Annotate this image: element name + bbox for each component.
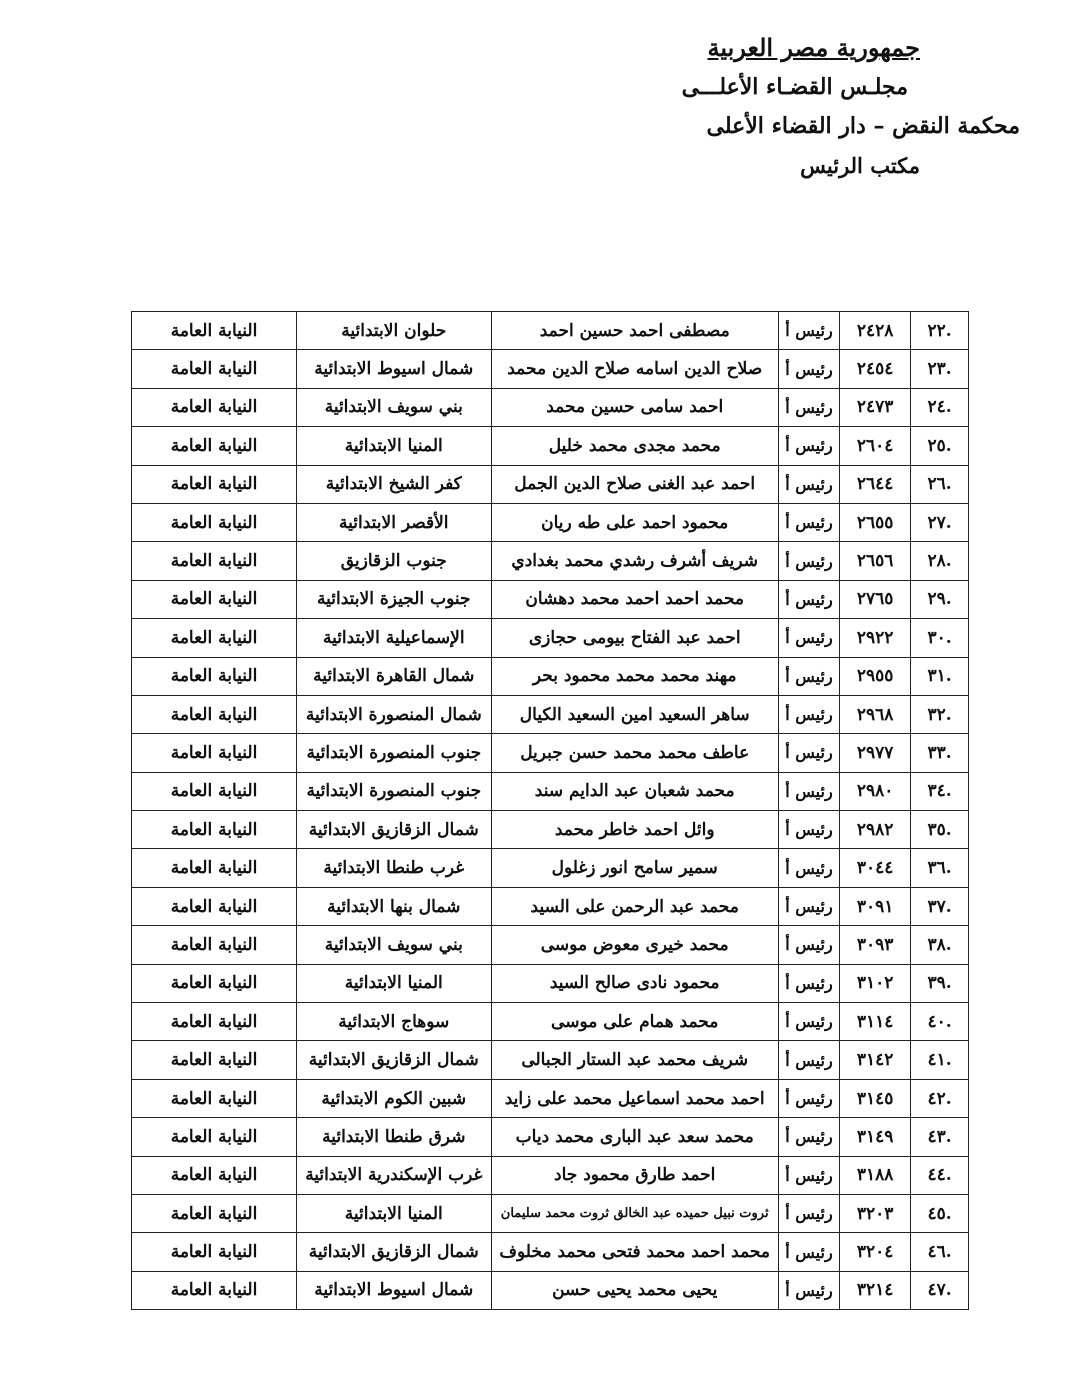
rank-cell: رئيس أ xyxy=(778,1041,839,1079)
row-index: .٤٢ xyxy=(911,1079,969,1117)
destination: النيابة العامة xyxy=(132,465,297,503)
destination: النيابة العامة xyxy=(132,427,297,465)
judge-name: شريف أشرف رشدي محمد بغدادي xyxy=(491,542,778,580)
rank-cell: رئيس أ xyxy=(778,1271,839,1309)
judge-name: احمد محمد اسماعيل محمد على زايد xyxy=(491,1079,778,1117)
judge-name: محمد شعبان عبد الدايم سند xyxy=(491,772,778,810)
rank-cell: رئيس أ xyxy=(778,1156,839,1194)
table-row xyxy=(132,1079,969,1117)
seniority-number: ٣٢١٤ xyxy=(840,1271,911,1309)
destination: النيابة العامة xyxy=(132,734,297,772)
rank-cell: رئيس أ xyxy=(778,427,839,465)
row-index: .٣٧ xyxy=(911,887,969,925)
rank-cell: رئيس أ xyxy=(778,772,839,810)
seniority-number: ٢٤٥٤ xyxy=(840,350,911,388)
seniority-number: ٢٩٢٢ xyxy=(840,619,911,657)
destination: النيابة العامة xyxy=(132,542,297,580)
seniority-number: ٢٤٧٣ xyxy=(840,388,911,426)
rank-cell: رئيس أ xyxy=(778,465,839,503)
row-index: .٢٥ xyxy=(911,427,969,465)
court-name: جنوب المنصورة الابتدائية xyxy=(297,772,491,810)
court-name: المنيا الابتدائية xyxy=(297,1194,491,1232)
judge-name: احمد طارق محمود جاد xyxy=(491,1156,778,1194)
seniority-number: ٣٠٤٤ xyxy=(840,849,911,887)
judge-name: احمد عبد الغنى صلاح الدين الجمل xyxy=(491,465,778,503)
seniority-number: ٣١١٤ xyxy=(840,1003,911,1041)
seniority-number: ٢٩٨٠ xyxy=(840,772,911,810)
destination: النيابة العامة xyxy=(132,657,297,695)
row-index: .٣٤ xyxy=(911,772,969,810)
judge-name: محمد سعد عبد البارى محمد دياب xyxy=(491,1118,778,1156)
court-name: شمال اسيوط الابتدائية xyxy=(297,350,491,388)
row-index: .٣٠ xyxy=(911,619,969,657)
destination: النيابة العامة xyxy=(132,312,297,350)
row-index: .٤١ xyxy=(911,1041,969,1079)
rank-cell: رئيس أ xyxy=(778,926,839,964)
seniority-number: ٣٠٩١ xyxy=(840,887,911,925)
judge-name: وائل احمد خاطر محمد xyxy=(491,811,778,849)
seniority-number: ٢٧٦٥ xyxy=(840,580,911,618)
seniority-number: ٢٩٧٧ xyxy=(840,734,911,772)
row-index: .٢٩ xyxy=(911,580,969,618)
destination: النيابة العامة xyxy=(132,1079,297,1117)
judge-name: محمد خيرى معوض موسى xyxy=(491,926,778,964)
court-name: شمال المنصورة الابتدائية xyxy=(297,695,491,733)
court-name: سوهاج الابتدائية xyxy=(297,1003,491,1041)
seniority-number: ٢٩٦٨ xyxy=(840,695,911,733)
destination: النيابة العامة xyxy=(132,772,297,810)
court-name: شمال الزقازيق الابتدائية xyxy=(297,811,491,849)
table-row xyxy=(132,1194,969,1232)
table-row xyxy=(132,503,969,541)
rank-cell: رئيس أ xyxy=(778,542,839,580)
rank-cell: رئيس أ xyxy=(778,1194,839,1232)
rank-cell: رئيس أ xyxy=(778,580,839,618)
table-row xyxy=(132,1003,969,1041)
row-index: .٤٣ xyxy=(911,1118,969,1156)
rank-cell: رئيس أ xyxy=(778,619,839,657)
row-index: .٤٥ xyxy=(911,1194,969,1232)
judges-table xyxy=(131,311,969,1310)
judge-name: مصطفى احمد حسين احمد xyxy=(491,312,778,350)
table-row xyxy=(132,388,969,426)
table-row xyxy=(132,619,969,657)
seniority-number: ٣٠٩٣ xyxy=(840,926,911,964)
judge-name: مهند محمد محمد محمود بحر xyxy=(491,657,778,695)
row-index: .٣١ xyxy=(911,657,969,695)
table-row xyxy=(132,964,969,1002)
row-index: .٣٢ xyxy=(911,695,969,733)
destination: النيابة العامة xyxy=(132,1194,297,1232)
destination: النيابة العامة xyxy=(132,1271,297,1309)
court-name: بني سويف الابتدائية xyxy=(297,388,491,426)
destination: النيابة العامة xyxy=(132,811,297,849)
court-name: شمال بنها الابتدائية xyxy=(297,887,491,925)
row-index: .٣٩ xyxy=(911,964,969,1002)
judge-name: عاطف محمد محمد حسن جبريل xyxy=(491,734,778,772)
rank-cell: رئيس أ xyxy=(778,1233,839,1271)
table-row xyxy=(132,427,969,465)
destination: النيابة العامة xyxy=(132,964,297,1002)
seniority-number: ٣١٠٢ xyxy=(840,964,911,1002)
court-name: شمال القاهرة الابتدائية xyxy=(297,657,491,695)
table-row xyxy=(132,1271,969,1309)
row-index: .٢٢ xyxy=(911,312,969,350)
destination: النيابة العامة xyxy=(132,887,297,925)
judge-name: محمود احمد على طه ريان xyxy=(491,503,778,541)
row-index: .٢٣ xyxy=(911,350,969,388)
judge-name: ساهر السعيد امين السعيد الكيال xyxy=(491,695,778,733)
destination: النيابة العامة xyxy=(132,1003,297,1041)
rank-cell: رئيس أ xyxy=(778,503,839,541)
table-row xyxy=(132,811,969,849)
table-row xyxy=(132,887,969,925)
seniority-number: ٢٦٠٤ xyxy=(840,427,911,465)
judges-table-body xyxy=(132,312,969,1310)
rank-cell: رئيس أ xyxy=(778,1118,839,1156)
table-row xyxy=(132,542,969,580)
judge-name: محمد احمد احمد محمد دهشان xyxy=(491,580,778,618)
judge-name: ثروت نبيل حميده عبد الخالق ثروت محمد سليمان xyxy=(491,1194,778,1232)
seniority-number: ٣١٤٥ xyxy=(840,1079,911,1117)
row-index: .٣٥ xyxy=(911,811,969,849)
table-row xyxy=(132,1233,969,1271)
court-name: جنوب الجيزة الابتدائية xyxy=(297,580,491,618)
row-index: .٣٨ xyxy=(911,926,969,964)
seniority-number: ٢٦٥٦ xyxy=(840,542,911,580)
judge-name: احمد عبد الفتاح بيومى حجازى xyxy=(491,619,778,657)
destination: النيابة العامة xyxy=(132,926,297,964)
court-name: شمال اسيوط الابتدائية xyxy=(297,1271,491,1309)
destination: النيابة العامة xyxy=(132,350,297,388)
court-name: جنوب المنصورة الابتدائية xyxy=(297,734,491,772)
judge-name: محمد عبد الرحمن على السيد xyxy=(491,887,778,925)
table-row xyxy=(132,772,969,810)
row-index: .٢٤ xyxy=(911,388,969,426)
court-name: الإسماعيلية الابتدائية xyxy=(297,619,491,657)
destination: النيابة العامة xyxy=(132,1041,297,1079)
row-index: .٤٦ xyxy=(911,1233,969,1271)
court-name: غرب طنطا الابتدائية xyxy=(297,849,491,887)
seniority-number: ٣١٤٢ xyxy=(840,1041,911,1079)
seniority-number: ٢٩٨٢ xyxy=(840,811,911,849)
country-title: جمهورية مصر العربية xyxy=(707,33,920,62)
court-name: شبين الكوم الابتدائية xyxy=(297,1079,491,1117)
row-index: .٣٣ xyxy=(911,734,969,772)
table-row xyxy=(132,695,969,733)
seniority-number: ٢٦٤٤ xyxy=(840,465,911,503)
court-name: المنيا الابتدائية xyxy=(297,964,491,1002)
rank-cell: رئيس أ xyxy=(778,734,839,772)
court-name: المنيا الابتدائية xyxy=(297,427,491,465)
judge-name: يحيى محمد يحيى حسن xyxy=(491,1271,778,1309)
destination: النيابة العامة xyxy=(132,1233,297,1271)
table-row xyxy=(132,734,969,772)
rank-cell: رئيس أ xyxy=(778,388,839,426)
judge-name: احمد سامى حسين محمد xyxy=(491,388,778,426)
table-row xyxy=(132,580,969,618)
destination: النيابة العامة xyxy=(132,849,297,887)
seniority-number: ٢٤٢٨ xyxy=(840,312,911,350)
rank-cell: رئيس أ xyxy=(778,695,839,733)
destination: النيابة العامة xyxy=(132,695,297,733)
seniority-number: ٢٩٥٥ xyxy=(840,657,911,695)
rank-cell: رئيس أ xyxy=(778,1003,839,1041)
destination: النيابة العامة xyxy=(132,388,297,426)
destination: النيابة العامة xyxy=(132,580,297,618)
table-row xyxy=(132,312,969,350)
court-name: غرب الإسكندرية الابتدائية xyxy=(297,1156,491,1194)
destination: النيابة العامة xyxy=(132,1156,297,1194)
rank-cell: رئيس أ xyxy=(778,312,839,350)
court-name: جنوب الزقازيق xyxy=(297,542,491,580)
rank-cell: رئيس أ xyxy=(778,811,839,849)
row-index: .٤٧ xyxy=(911,1271,969,1309)
seniority-number: ٣١٤٩ xyxy=(840,1118,911,1156)
office-title: مكتب الرئيس xyxy=(800,153,920,178)
judge-name: محمد احمد محمد فتحى محمد مخلوف xyxy=(491,1233,778,1271)
table-row xyxy=(132,1118,969,1156)
rank-cell: رئيس أ xyxy=(778,964,839,1002)
judge-name: محمد همام على موسى xyxy=(491,1003,778,1041)
court-name: حلوان الابتدائية xyxy=(297,312,491,350)
judge-name: سمير سامح انور زغلول xyxy=(491,849,778,887)
court-name: شمال الزقازيق الابتدائية xyxy=(297,1041,491,1079)
rank-cell: رئيس أ xyxy=(778,657,839,695)
court-name: بني سويف الابتدائية xyxy=(297,926,491,964)
rank-cell: رئيس أ xyxy=(778,350,839,388)
table-row xyxy=(132,1041,969,1079)
destination: النيابة العامة xyxy=(132,1118,297,1156)
seniority-number: ٢٦٥٥ xyxy=(840,503,911,541)
court-name: شمال الزقازيق الابتدائية xyxy=(297,1233,491,1271)
destination: النيابة العامة xyxy=(132,503,297,541)
council-title: مجلـس القضـاء الأعلـــى xyxy=(681,74,908,100)
row-index: .٤٠ xyxy=(911,1003,969,1041)
row-index: .٢٦ xyxy=(911,465,969,503)
table-row xyxy=(132,350,969,388)
table-row xyxy=(132,926,969,964)
table-row xyxy=(132,849,969,887)
judge-name: شريف محمد عبد الستار الجبالى xyxy=(491,1041,778,1079)
destination: النيابة العامة xyxy=(132,619,297,657)
judge-name: محمد مجدى محمد خليل xyxy=(491,427,778,465)
judge-name: صلاح الدين اسامه صلاح الدين محمد xyxy=(491,350,778,388)
document-header xyxy=(600,28,1020,186)
judge-name: محمود نادى صالح السيد xyxy=(491,964,778,1002)
row-index: .٢٧ xyxy=(911,503,969,541)
court-title: محكمة النقض – دار القضاء الأعلى xyxy=(706,113,1020,139)
rank-cell: رئيس أ xyxy=(778,849,839,887)
row-index: .٢٨ xyxy=(911,542,969,580)
seniority-number: ٣٢٠٣ xyxy=(840,1194,911,1232)
table-row xyxy=(132,1156,969,1194)
court-name: شرق طنطا الابتدائية xyxy=(297,1118,491,1156)
table-row xyxy=(132,465,969,503)
row-index: .٤٤ xyxy=(911,1156,969,1194)
rank-cell: رئيس أ xyxy=(778,1079,839,1117)
row-index: .٣٦ xyxy=(911,849,969,887)
court-name: الأقصر الابتدائية xyxy=(297,503,491,541)
court-name: كفر الشيخ الابتدائية xyxy=(297,465,491,503)
seniority-number: ٣٢٠٤ xyxy=(840,1233,911,1271)
table-row xyxy=(132,657,969,695)
seniority-number: ٣١٨٨ xyxy=(840,1156,911,1194)
rank-cell: رئيس أ xyxy=(778,887,839,925)
